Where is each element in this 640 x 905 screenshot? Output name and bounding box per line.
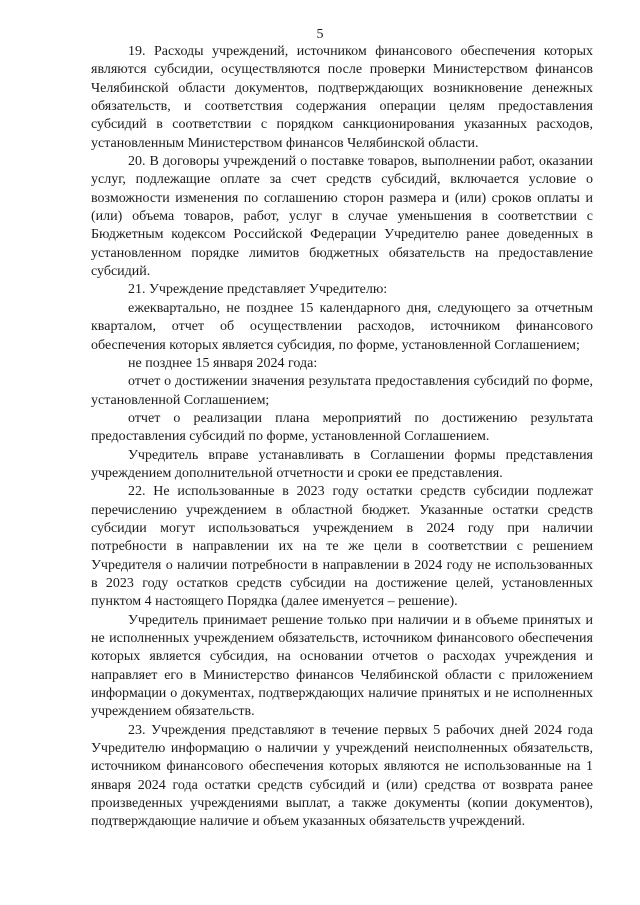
paragraph-21-annual-deadline: не позднее 15 января 2024 года: bbox=[128, 355, 318, 371]
paragraph-21-plan-report: отчет о реализации плана мероприятий по достижению результата предоставления субсидий по форме, установленной Соглашением. bbox=[91, 410, 593, 445]
document-body bbox=[91, 43, 593, 832]
page-number: 5 bbox=[316, 27, 324, 42]
paragraph-21-result-report: отчет о достижении значения результата предоставления субсидий по форме, установленной Соглашением; bbox=[91, 374, 593, 408]
paragraph-21: 21. Учреждение представляет Учредителю: bbox=[128, 282, 388, 298]
paragraph-21-quarterly-report: ежеквартально, не позднее 15 календарного дня, следующего за отчетным кварталом, отчет об осуществлении расходов, источником финансового обеспечения которых является субсидия, по форме, установленной Соглашением; bbox=[91, 300, 593, 353]
paragraph-23: 23. Учреждения представляют в течение первых 5 рабочих дней 2024 года Учредителю информацию о наличии у учреждений неисполненных обязательств, источником финансового обеспечения которых являются не использованные на 1 января 2024 года остатки средств субсидий и (или) средства от возврата ранее произведенных учреждениями выплат, а также документы (копии документов), подтверждающие наличие и объем указанных обязательств учреждений. bbox=[91, 722, 593, 830]
paragraph-22-decision: Учредитель принимает решение только при наличии и в объеме принятых и не исполненных учреждением обязательств, источником финансового обеспечения которых является субсидия, на основании отчетов о расходах учреждения и направляет его в Министерство финансов Челябинской области с приложением информации о документах, подтверждающих наличие принятых и не исполненных учреждением обязательств. bbox=[91, 612, 593, 720]
paragraph-22: 22. Не использованные в 2023 году остатки средств субсидии подлежат перечислению учреждением в областной бюджет. Указанные остатки средств субсидии могут использоваться учреждением в 2024 году при наличии потребности в направлении их на те же цели в соответствии с решением Учредителя о наличии потребности в направлении в 2024 году не использованных в 2023 году остатков средств субсидии на достижение целей, установленных пунктом 4 настоящего Порядка (далее именуется – решение). bbox=[91, 484, 593, 610]
paragraph-19: 19. Расходы учреждений, источником финансового обеспечения которых являются субсидии, осуществляются после проверки Министерством финансов Челябинской области документов, подтверждающих возникновение денежных обязательств, и соответствия содержания операции целям предоставления субсидий в соответствии с порядком санкционирования указанных расходов, установленным Министерством финансов Челябинской области. bbox=[91, 44, 593, 151]
paragraph-21-additional-reporting: Учредитель вправе устанавливать в Соглашении формы представления учреждением дополнительной отчетности и сроки ее представления. bbox=[91, 447, 593, 481]
paragraph-20: 20. В договоры учреждений о поставке товаров, выполнении работ, оказании услуг, подлежащие оплате за счет средств субсидий, включается условие о возможности изменения по соглашению сторон размера и (или) сроков оплаты и (или) объема товаров, работ, услуг в случае уменьшения в соответствии с Бюджетным кодексом Российской Федерации Учредителю ранее доведенных в установленном порядке лимитов бюджетных обязательств на предоставление субсидий. bbox=[91, 154, 593, 280]
